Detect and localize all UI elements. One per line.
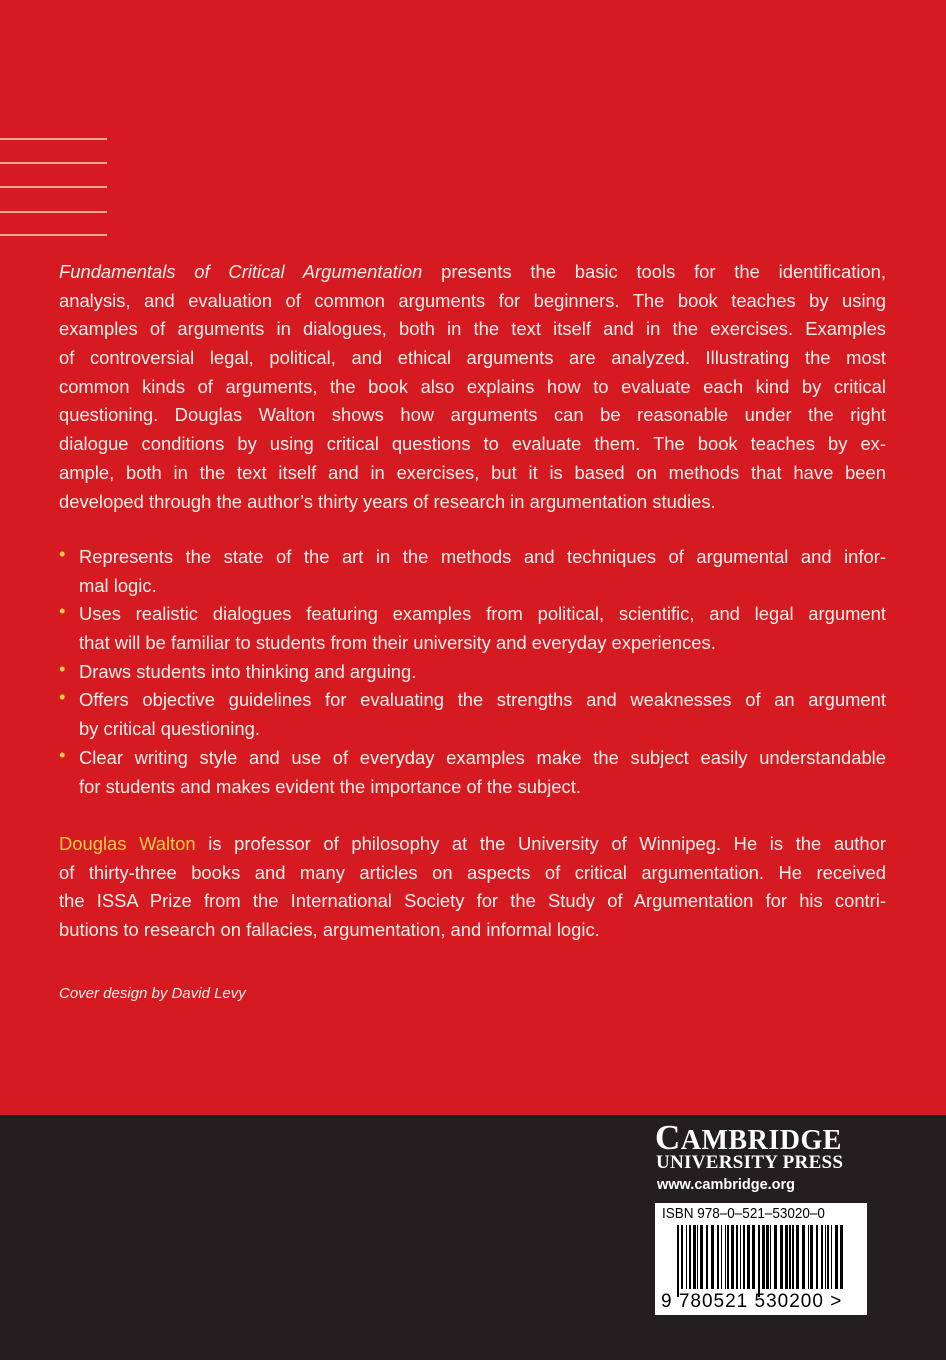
bullet-item bbox=[59, 686, 886, 743]
description-line: common kinds of arguments, the book also explains how to evaluate each kind by critical bbox=[59, 375, 886, 397]
isbn-barcode bbox=[655, 1203, 867, 1315]
barcode-bar bbox=[758, 1225, 760, 1297]
bullet-line: that will be familiar to students from their university and everyday experiences. bbox=[79, 632, 716, 654]
bullet-line: for students and makes evident the importance of the subject. bbox=[79, 775, 581, 797]
barcode-bar bbox=[727, 1225, 729, 1289]
barcode-bar bbox=[747, 1225, 750, 1289]
barcode-bar bbox=[731, 1225, 734, 1289]
barcode-bar bbox=[796, 1225, 799, 1289]
barcode-bar bbox=[821, 1225, 823, 1289]
barcode-bar bbox=[681, 1225, 683, 1289]
barcode-bar bbox=[677, 1225, 679, 1297]
barcode-bar bbox=[816, 1225, 818, 1289]
barcode-bar bbox=[706, 1225, 708, 1289]
description-line: questioning. Douglas Walton shows how arguments can be reasonable under the right bbox=[59, 404, 886, 426]
barcode-bar bbox=[740, 1225, 741, 1289]
barcode-bar bbox=[700, 1225, 703, 1289]
bullet-icon: • bbox=[59, 657, 66, 679]
barcode-bar bbox=[697, 1225, 698, 1289]
description-line: examples of arguments in dialogues, both in the text itself and in the exercises. Examples bbox=[59, 318, 886, 340]
barcode-bar bbox=[736, 1225, 738, 1289]
logo-rest: AMBRIDGE bbox=[680, 1125, 842, 1156]
ean-number: 9 780521 530200 > bbox=[661, 1291, 843, 1312]
bullet-icon: • bbox=[59, 543, 66, 564]
barcode-bar bbox=[792, 1225, 794, 1289]
bullet-line: Draws students into thinking and arguing. bbox=[79, 660, 417, 682]
bullet-line: Uses realistic dialogues featuring examples from political, scientific, and legal argument bbox=[79, 603, 886, 625]
book-title: Fundamentals of Critical Argumentation bbox=[59, 261, 423, 282]
barcode-bar bbox=[766, 1225, 769, 1289]
author-line: of thirty-three books and many articles on aspects of critical argumentation. He received bbox=[59, 861, 886, 883]
decorative-rule bbox=[0, 138, 107, 140]
barcode-bar bbox=[774, 1225, 777, 1289]
barcode-bar bbox=[785, 1225, 788, 1289]
author-line bbox=[59, 830, 886, 859]
author-name: Douglas Walton bbox=[59, 833, 196, 854]
book-description bbox=[59, 258, 886, 516]
barcode-bar bbox=[689, 1225, 691, 1289]
barcode-bar bbox=[802, 1225, 805, 1289]
cover-credit: Cover design by David Levy bbox=[59, 985, 246, 1002]
bullet-item bbox=[59, 658, 886, 687]
decorative-rule bbox=[0, 234, 107, 236]
feature-list bbox=[59, 543, 886, 801]
barcode-bar bbox=[810, 1225, 813, 1289]
bullet-line: Represents the state of the art in the methods and techniques of argumental and infor- bbox=[79, 546, 886, 567]
description-line bbox=[59, 258, 886, 287]
barcode-bar bbox=[789, 1225, 791, 1289]
bullet-line: mal logic. bbox=[79, 574, 157, 596]
bullet-item bbox=[59, 744, 886, 801]
barcode-bar bbox=[762, 1225, 765, 1289]
author-bio bbox=[59, 830, 886, 945]
decorative-rule bbox=[0, 186, 107, 188]
bullet-item bbox=[59, 600, 886, 657]
barcode-bar bbox=[693, 1225, 696, 1289]
description-line: ample, both in the text itself and in exercises, but it is based on methods that have been bbox=[59, 461, 886, 483]
barcode-bar bbox=[752, 1225, 755, 1289]
barcode-bar bbox=[717, 1225, 719, 1289]
author-line: the ISSA Prize from the International Society for the Study of Argumentation for his contri- bbox=[59, 890, 886, 912]
description-line: of controversial legal, political, and ethical arguments are analyzed. Illustrating the most bbox=[59, 347, 886, 369]
bullet-item bbox=[59, 543, 886, 600]
barcode-bar bbox=[686, 1225, 687, 1289]
bullet-line: Offers objective guidelines for evaluating the strengths and weaknesses of an argument bbox=[79, 689, 886, 711]
description-line: developed through the author’s thirty years of research in argumentation studies. bbox=[59, 490, 716, 512]
barcode-bar bbox=[725, 1225, 726, 1289]
logo-initial: C bbox=[655, 1118, 681, 1157]
barcode-bar bbox=[835, 1225, 838, 1289]
bullet-icon: • bbox=[59, 743, 66, 765]
barcode-bar bbox=[840, 1225, 843, 1289]
barcode-bar bbox=[711, 1225, 714, 1289]
publisher-url: www.cambridge.org bbox=[657, 1177, 796, 1193]
description-text: presents the basic tools for the identification, bbox=[422, 261, 886, 282]
barcode-bar bbox=[827, 1225, 829, 1289]
barcode-bar bbox=[808, 1225, 809, 1289]
decorative-rule bbox=[0, 211, 107, 213]
bullet-icon: • bbox=[59, 686, 66, 708]
author-line: butions to research on fallacies, argumentation, and informal logic. bbox=[59, 919, 600, 941]
barcode-bar bbox=[743, 1225, 745, 1289]
decorative-rule bbox=[0, 162, 107, 164]
bullet-line: Clear writing style and use of everyday examples make the subject easily understandable bbox=[79, 746, 886, 768]
barcode-bar bbox=[825, 1225, 826, 1289]
description-line: dialogue conditions by using critical questions to evaluate them. The book teaches by ex- bbox=[59, 433, 886, 455]
bullet-line: by critical questioning. bbox=[79, 718, 260, 740]
bullet-icon: • bbox=[59, 600, 66, 622]
barcode-bar bbox=[770, 1225, 771, 1289]
isbn-text: ISBN 978–0–521–53020–0 bbox=[662, 1205, 825, 1222]
barcode-bar bbox=[721, 1225, 722, 1289]
author-text: is professor of philosophy at the University of Winnipeg. He is the author bbox=[195, 833, 886, 854]
barcode-bar bbox=[780, 1225, 783, 1289]
publisher-name-line2: UNIVERSITY PRESS bbox=[656, 1152, 844, 1173]
barcode-bar bbox=[831, 1225, 832, 1289]
description-line: analysis, and evaluation of common arguments for beginners. The book teaches by using bbox=[59, 289, 886, 311]
